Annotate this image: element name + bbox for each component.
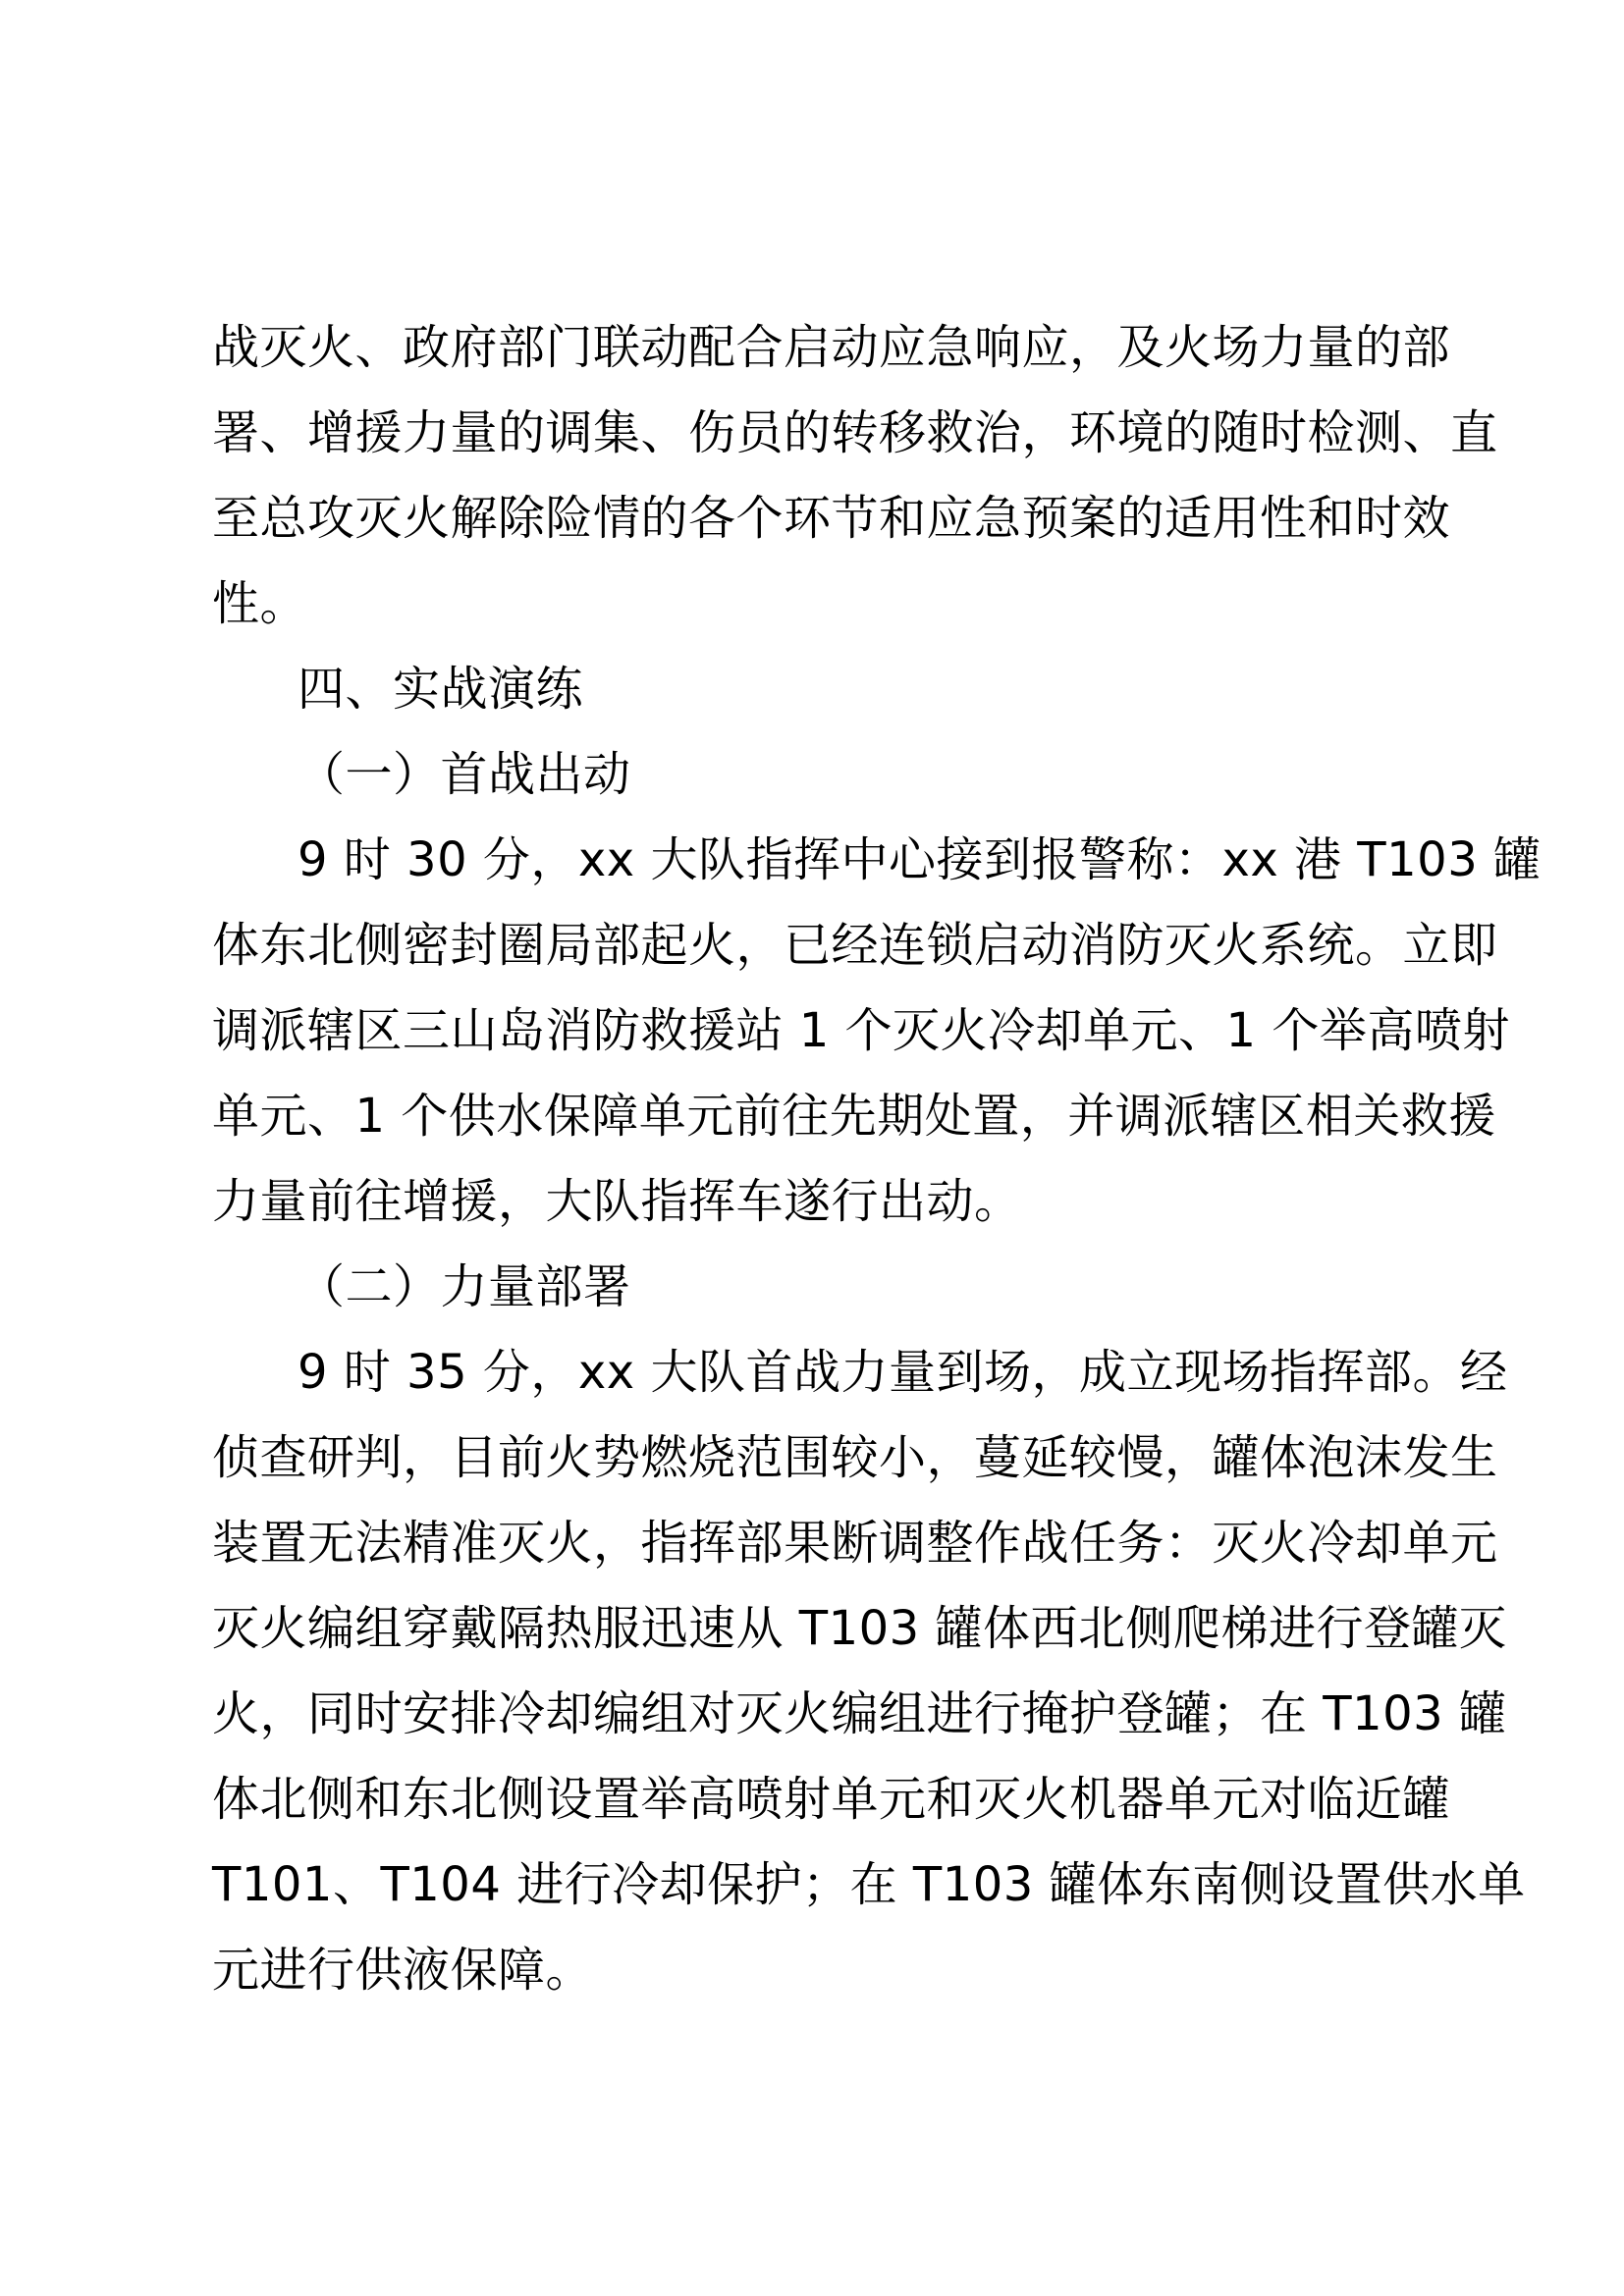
paragraph-line: T101、T104 进行冷却保护；在 T103 罐体东南侧设置供水单	[212, 1857, 1526, 1912]
subsection-heading: （一）首战出动	[298, 747, 631, 802]
paragraph-line: 调派辖区三山岛消防救援站 1 个灭火冷却单元、1 个举高喷射	[212, 1003, 1510, 1058]
section-heading: 四、实战演练	[298, 662, 584, 717]
paragraph-line: 战灭火、政府部门联动配合启动应急响应，及火场力量的部	[212, 320, 1451, 375]
paragraph-line: 单元、1 个供水保障单元前往先期处置，并调派辖区相关救援	[212, 1089, 1496, 1144]
paragraph-line: 体东北侧密封圈局部起火，已经连锁启动消防灭火系统。立即	[212, 918, 1498, 973]
paragraph-line: 性。	[212, 576, 308, 631]
paragraph-line: 装置无法精准灭火，指挥部果断调整作战任务：灭火冷却单元	[212, 1516, 1498, 1571]
paragraph-line: 侦查研判，目前火势燃烧范围较小，蔓延较慢，罐体泡沫发生	[212, 1430, 1498, 1485]
paragraph-line: 9 时 30 分，xx 大队指挥中心接到报警称：xx 港 T103 罐	[298, 832, 1542, 887]
paragraph-line: 元进行供液保障。	[212, 1943, 594, 1998]
paragraph-line: 力量前往增援，大队指挥车遂行出动。	[212, 1174, 1022, 1229]
subsection-heading: （二）力量部署	[298, 1259, 631, 1314]
paragraph-line: 体北侧和东北侧设置举高喷射单元和灭火机器单元对临近罐	[212, 1772, 1451, 1827]
paragraph-line: 至总攻灭火解除险情的各个环节和应急预案的适用性和时效	[212, 491, 1451, 546]
paragraph-line: 火，同时安排冷却编组对灭火编组进行掩护登罐；在 T103 罐	[212, 1686, 1507, 1741]
paragraph-line: 9 时 35 分，xx 大队首战力量到场，成立现场指挥部。经	[298, 1345, 1508, 1400]
paragraph-line: 灭火编组穿戴隔热服迅速从 T103 罐体西北侧爬梯进行登罐灭	[212, 1601, 1507, 1656]
paragraph-line: 署、增援力量的调集、伤员的转移救治，环境的随时检测、直	[212, 405, 1498, 460]
